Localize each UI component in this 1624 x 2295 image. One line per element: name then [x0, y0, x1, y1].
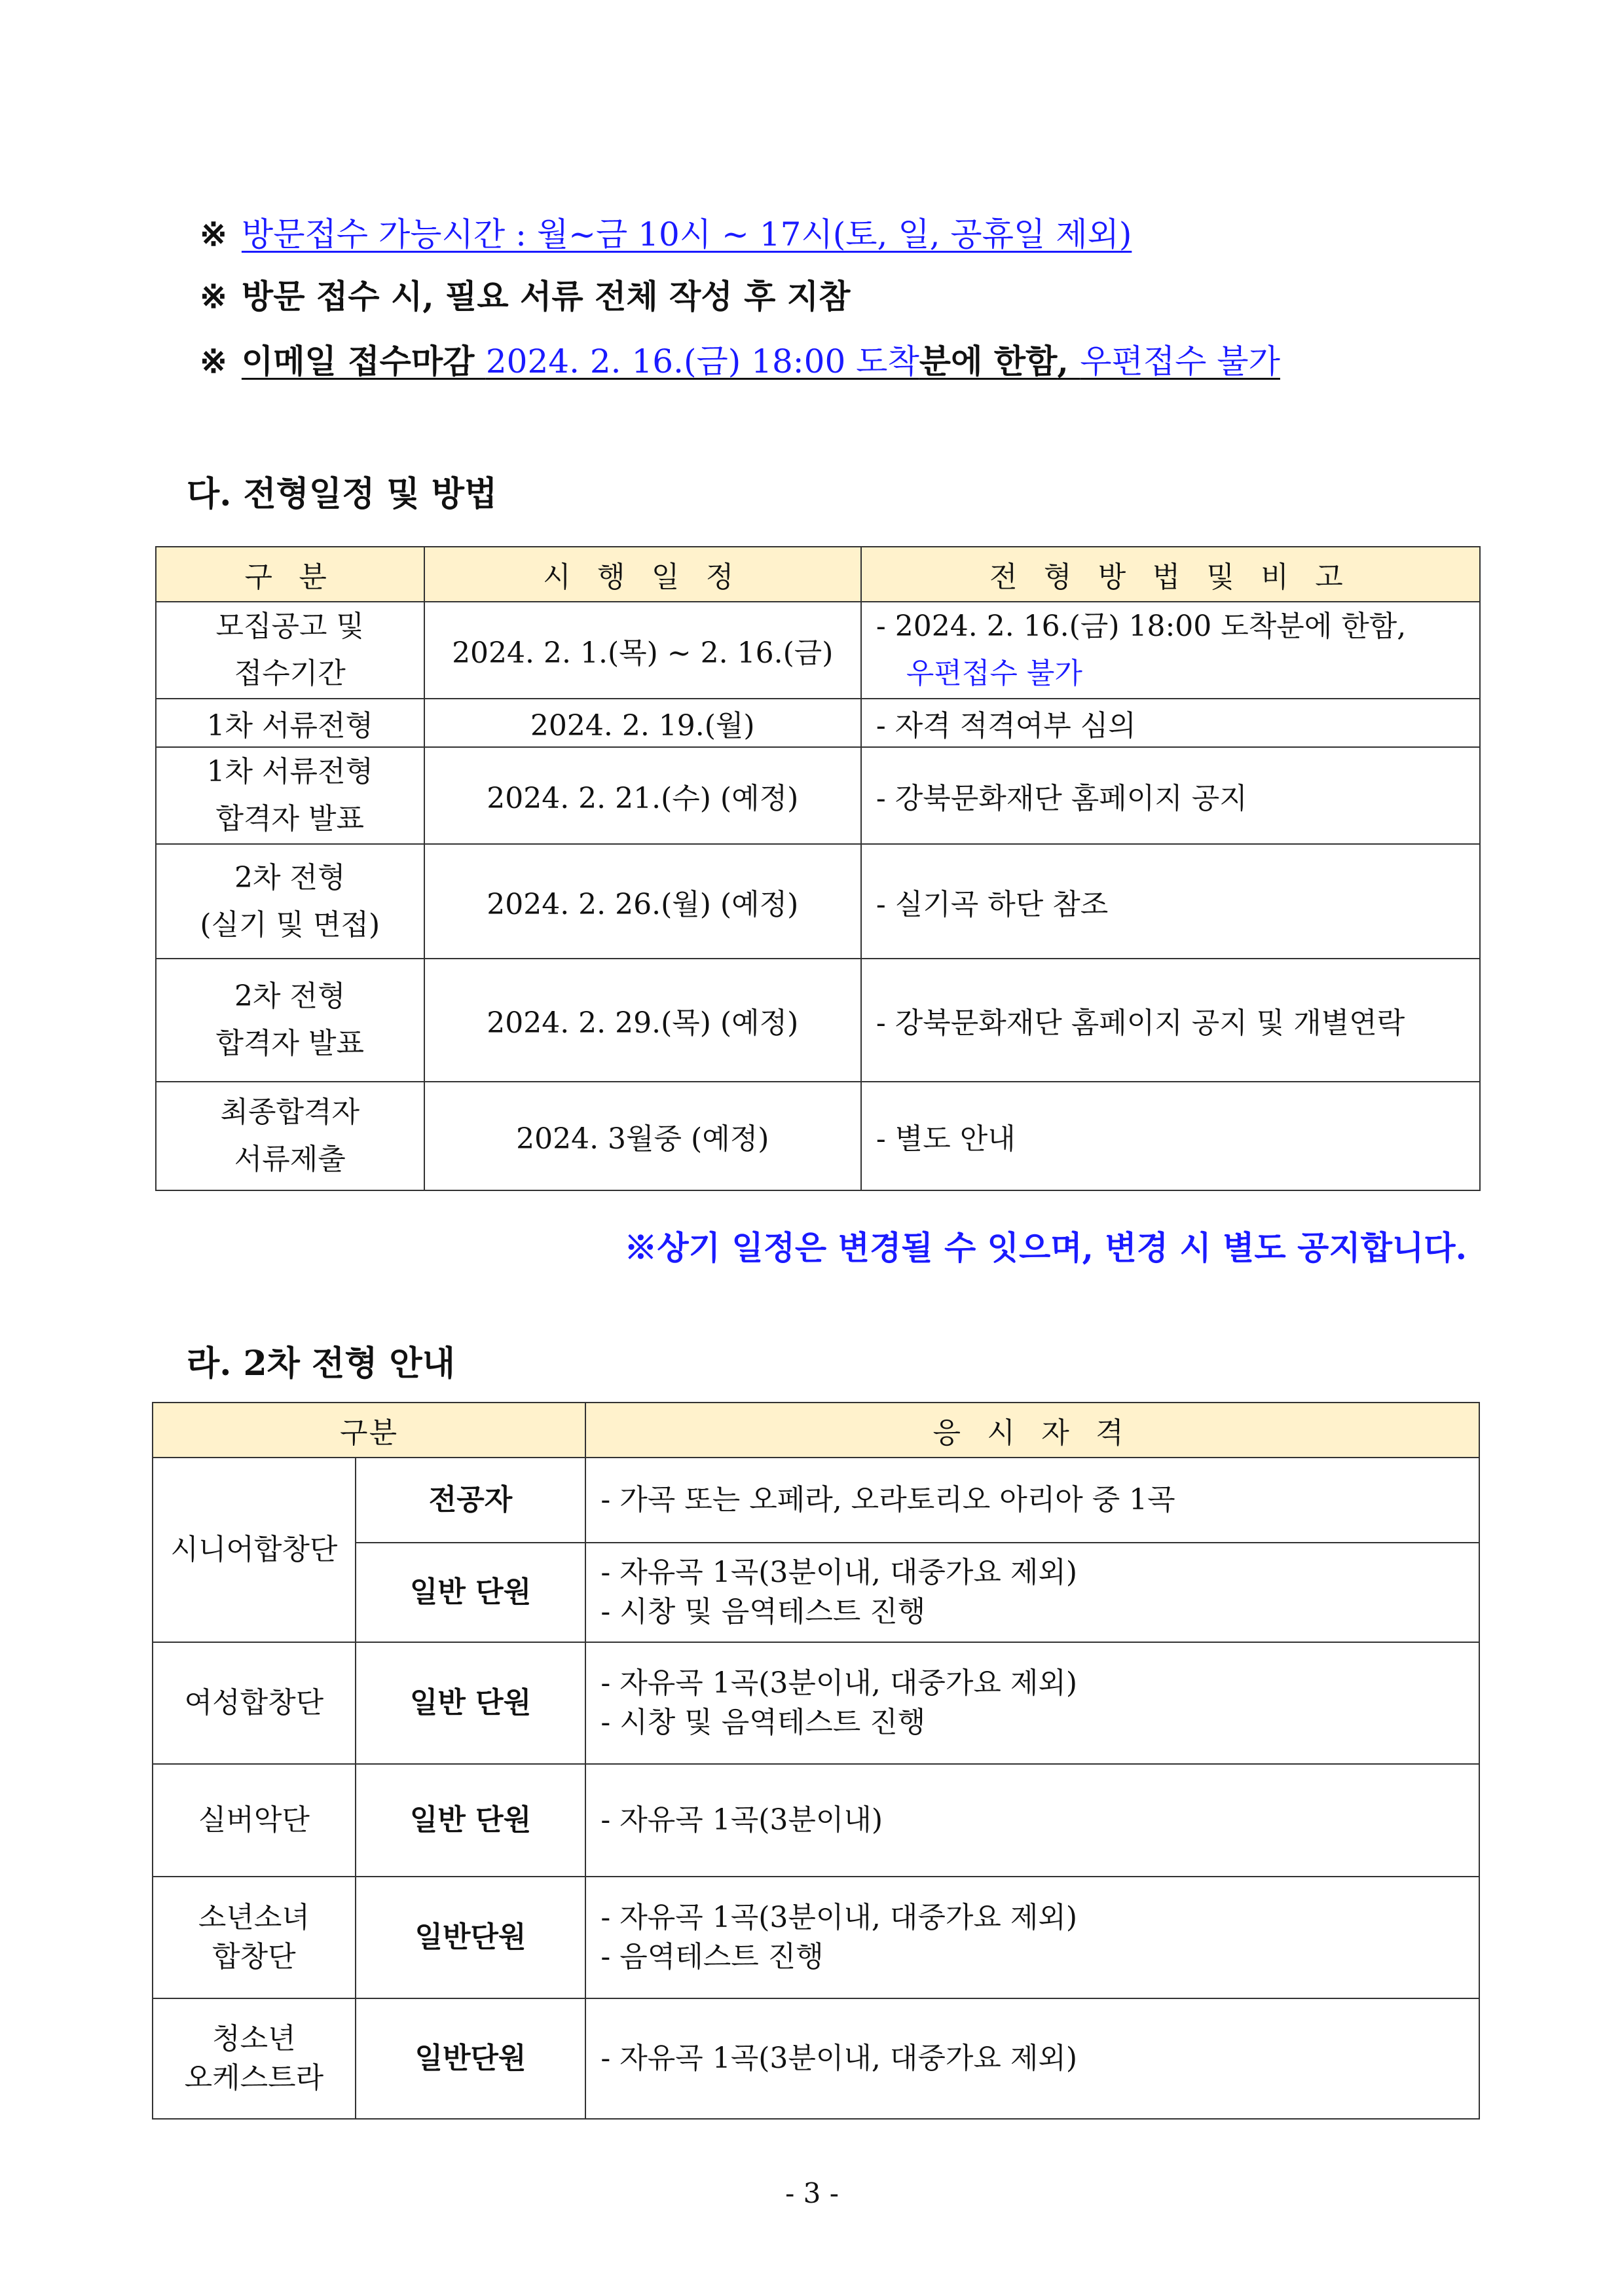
category-line: 모집공고 및: [215, 610, 365, 643]
row-date: 2024. 2. 21.(수) (예정): [424, 747, 861, 844]
row-note: - 강북문화재단 홈페이지 공지: [861, 747, 1480, 844]
section-e-title: 라. 2차 전형 안내: [187, 1344, 455, 1384]
group-line: 청소년: [212, 2022, 296, 2055]
row-date: 2024. 3월중 (예정): [424, 1082, 861, 1190]
row-date: 2024. 2. 26.(월) (예정): [424, 844, 861, 959]
member-type: 일반단원: [356, 1998, 586, 2119]
group-senior-choir: 시니어합창단: [153, 1458, 356, 1642]
audition-header-row: [153, 1403, 1479, 1458]
requirement-line: - 자유곡 1곡(3분이내, 대중가요 제외): [600, 1556, 1078, 1589]
row-category: [156, 747, 424, 844]
group-youth-orchestra: [153, 1998, 356, 2119]
row-category: [156, 602, 424, 699]
table-row: [153, 1764, 1479, 1877]
group-women-choir: 여성합창단: [153, 1642, 356, 1764]
table-row: [156, 602, 1480, 699]
schedule-change-warning: ※상기 일정은 변경될 수 잇으며, 변경 시 별도 공지합니다.: [624, 1228, 1467, 1267]
member-type: 일반단원: [356, 1877, 586, 1998]
table-row: [156, 699, 1480, 747]
row-note: - 자격 적격여부 심의: [861, 699, 1480, 747]
category-line: 합격자 발표: [215, 1027, 365, 1060]
note-line-blue: 우편접수 불가: [906, 657, 1082, 690]
visit-docs-text: 방문 접수 시, 필요 서류 전체 작성 후 지참: [241, 277, 851, 316]
table-row: [153, 1998, 1479, 2119]
schedule-header-row: [156, 547, 1480, 602]
row-note: - 실기곡 하단 참조: [861, 844, 1480, 959]
requirement-line: - 음역테스트 진행: [600, 1940, 824, 1974]
page-number: - 3 -: [785, 2177, 839, 2209]
reference-mark: ※: [200, 342, 227, 380]
row-category: 1차 서류전형: [156, 699, 424, 747]
header-date: 시 행 일 정: [424, 547, 861, 602]
reference-mark: ※: [200, 277, 227, 316]
requirement: - 자유곡 1곡(3분이내): [585, 1764, 1479, 1877]
row-category: [156, 1082, 424, 1190]
category-line: 최종합격자: [220, 1095, 360, 1129]
table-row: [156, 844, 1480, 959]
requirement: [585, 1543, 1479, 1642]
schedule-table: [155, 546, 1481, 1191]
category-line: 접수기간: [234, 657, 346, 690]
comma: ,: [1057, 342, 1080, 380]
member-type: 전공자: [356, 1458, 586, 1543]
requirement: - 자유곡 1곡(3분이내, 대중가요 제외): [585, 1998, 1479, 2119]
member-type: 일반 단원: [356, 1642, 586, 1764]
row-note: - 별도 안내: [861, 1082, 1480, 1190]
category-line: 서류제출: [234, 1143, 346, 1176]
row-note: [861, 602, 1480, 699]
row-note: - 강북문화재단 홈페이지 공지 및 개별연락: [861, 959, 1480, 1082]
category-line: 1차 서류전형: [206, 755, 374, 788]
email-deadline-date: 2024. 2. 16.(금) 18:00 도착: [485, 342, 919, 380]
header-category: 구 분: [156, 547, 424, 602]
requirement-line: - 자유곡 1곡(3분이내, 대중가요 제외): [600, 1901, 1078, 1934]
header-method: 전 형 방 법 및 비 고: [861, 547, 1480, 602]
reference-mark: ※: [200, 215, 227, 253]
row-category: [156, 959, 424, 1082]
requirement-line: - 자유곡 1곡(3분이내, 대중가요 제외): [600, 1666, 1078, 1700]
requirement-line: - 시창 및 음역테스트 진행: [600, 1595, 926, 1628]
table-row: [153, 1458, 1479, 1543]
requirement: [585, 1642, 1479, 1764]
no-postal-text: 우편접수 불가: [1080, 342, 1280, 380]
row-date: 2024. 2. 19.(월): [424, 699, 861, 747]
email-deadline-text: [242, 342, 1280, 380]
table-row: [156, 747, 1480, 844]
group-line: 소년소녀: [198, 1901, 310, 1934]
group-line: 합창단: [212, 1940, 296, 1974]
requirement: [585, 1877, 1479, 1998]
row-date: 2024. 2. 1.(목) ~ 2. 16.(금): [424, 602, 861, 699]
table-row: [153, 1642, 1479, 1764]
member-type: 일반 단원: [356, 1764, 586, 1877]
note-email-deadline: [200, 340, 1280, 382]
note-line: - 2024. 2. 16.(금) 18:00 도착분에 한함,: [876, 610, 1407, 643]
header-requirements: 응 시 자 격: [585, 1403, 1479, 1458]
note-visit-hours: [200, 213, 1132, 255]
email-deadline-label: 이메일 접수마감: [241, 342, 486, 380]
audition-table: [152, 1402, 1480, 2120]
category-line: 2차 전형: [234, 980, 346, 1013]
group-silver-band: 실버악단: [153, 1764, 356, 1877]
header-category: 구분: [153, 1403, 585, 1458]
visit-hours-text: 방문접수 가능시간 : 월~금 10시 ~ 17시(토, 일, 공휴일 제외): [241, 215, 1132, 253]
category-line: 2차 전형: [234, 860, 346, 894]
row-date: 2024. 2. 29.(목) (예정): [424, 959, 861, 1082]
email-deadline-limit: 분에 한함: [919, 342, 1058, 380]
table-row: [156, 1082, 1480, 1190]
requirement-line: - 시창 및 음역테스트 진행: [600, 1706, 926, 1739]
table-row: [153, 1877, 1479, 1998]
table-row: [156, 959, 1480, 1082]
group-youth-choir: [153, 1877, 356, 1998]
section-d-title: 다. 전형일정 및 방법: [187, 474, 498, 514]
category-line: (실기 및 면접): [200, 908, 380, 942]
requirement: - 가곡 또는 오페라, 오라토리오 아리아 중 1곡: [585, 1458, 1479, 1543]
row-category: [156, 844, 424, 959]
member-type: 일반 단원: [356, 1543, 586, 1642]
note-visit-docs: [200, 276, 850, 318]
category-line: 합격자 발표: [215, 802, 365, 835]
group-line: 오케스트라: [184, 2061, 324, 2095]
